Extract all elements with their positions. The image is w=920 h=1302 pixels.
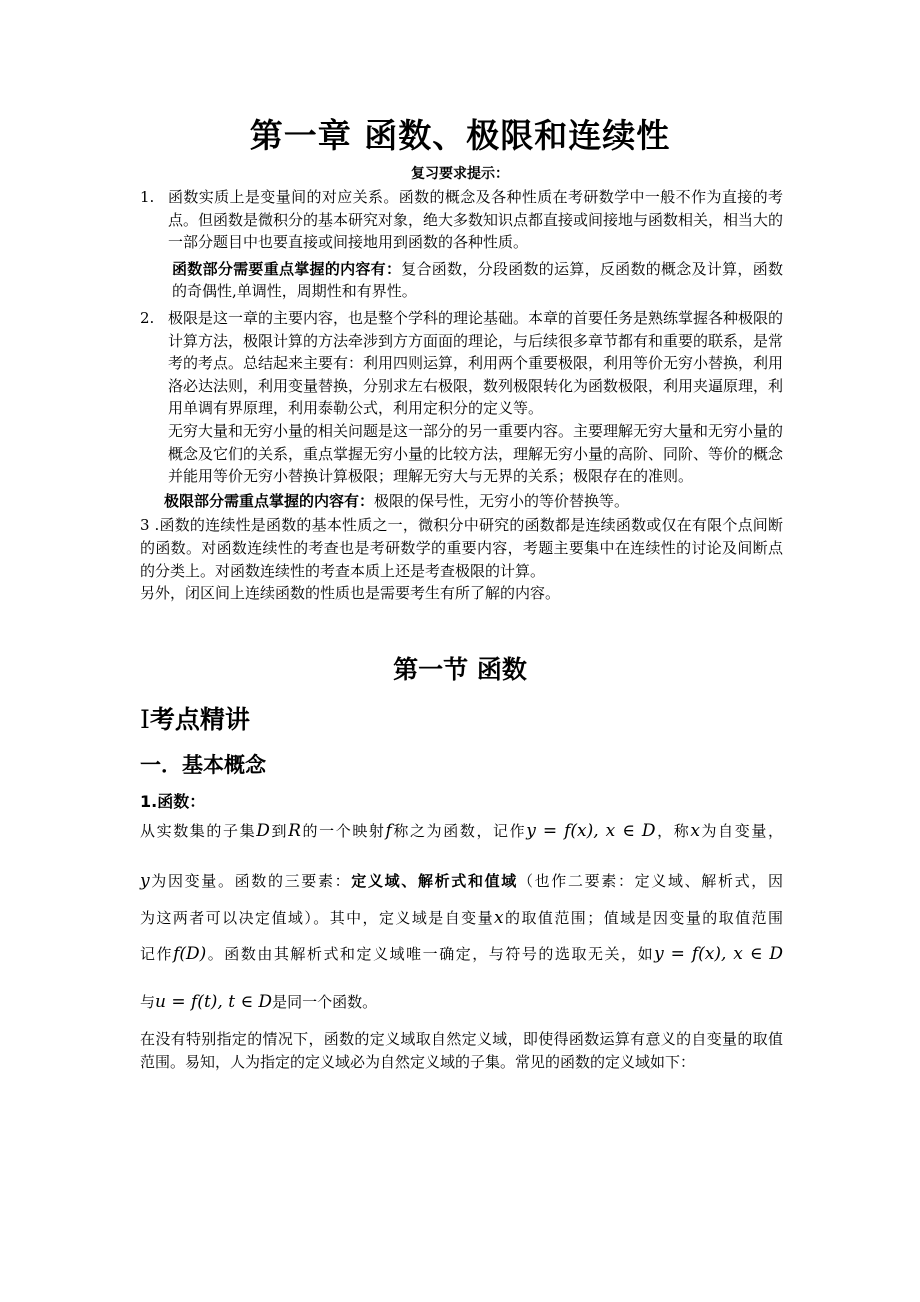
text: 的取值范围；值域是因变量的取值范围 (503, 909, 783, 927)
key-points-text: 极限的保号性，无穷小的等价替换等。 (374, 491, 630, 510)
item-1-text: 函数实质上是变量间的对应关系。函数的概念及各种性质在考研数学中一般不作为直接的考点。但函数是微积分的基本研究对象，绝大多数知识点都直接或间接地与函数相关，相当大的一部分题目中也要直接或间接地用到函数的各种性质。 (168, 188, 784, 252)
definition-line-1 (140, 820, 783, 841)
text: 的一个映射 (300, 822, 386, 840)
text: 从实数集的子集 (140, 822, 257, 840)
definition-line-2 (140, 870, 783, 891)
text: 到 (269, 822, 289, 840)
key-points-label: 极限部分需重点掌握的内容有： (164, 491, 375, 510)
three-elements: 定义域、解析式和值域 (351, 872, 518, 890)
text: 为因变量。函数的三要素： (149, 872, 352, 890)
key-points-text: 复合函数，分段函数的运算，反函数的概念及计算，函数的奇偶性,单调性，周期性和有界性。 (172, 259, 783, 301)
math-R: R (288, 821, 301, 841)
definition-line-5 (140, 991, 783, 1012)
item-1-key-points (172, 258, 783, 303)
definition-line-3 (140, 907, 783, 928)
item-3-text-2: 另外，闭区间上连续函数的性质也是需要考生有所了解的内容。 (140, 584, 561, 603)
heading-function: 1.函数： (140, 792, 206, 811)
item-2-text: 极限是这一章的主要内容，也是整个学科的理论基础。本章的首要任务是熟练掌握各种极限的计算方法，极限计算的方法牵涉到方方面面的理论，与后续很多章节都有和重要的联系，是常考的考点。总结起来主要有：利用四则运算，利用两个重要极限，利用等价无穷小替换，利用洛必达法则，利用变量替换，分别求左右极限，数列极限转化为函数极限，利用夹逼原理，利用单调有界原理，利用泰勒公式，利用定积分的定义等。 (168, 308, 784, 418)
text: 与 (140, 993, 156, 1011)
item-3-text: 3 .函数的连续性是函数的基本性质之一，微积分中研究的函数都是连续函数或仅在有限个点间断的函数。对函数连续性的考查也是考研数学的重要内容，考题主要集中在连续性的讨论及间断点的分类上。对函数连续性的考查本质上还是考查极限的计算。 (140, 516, 783, 580)
formula-u-ft: u = f(t), t ∈ D (155, 992, 273, 1012)
section-title: 第一节 函数 (393, 655, 527, 684)
definition-line-4 (140, 943, 783, 964)
list-item-2 (0, 307, 920, 488)
formula-y-fx: y = f(x), x ∈ D (526, 821, 656, 841)
item-2-text-2: 无穷大量和无穷小量的相关问题是这一部分的另一重要内容。主要理解无穷大量和无穷小量的概念及它们的关系，重点掌握无穷小量的比较方法，理解无穷小量的高阶、同阶、等价的概念并能用等价无穷小替换计算极限；理解无穷大与无界的关系；极限存在的准则。 (168, 421, 784, 486)
math-y: y (140, 871, 150, 891)
heading-key-points (140, 700, 250, 736)
review-subtitle: 复习要求提示： (411, 166, 509, 182)
math-D: D (256, 821, 270, 841)
text: 。函数由其解析式和定义域唯一确定，与符号的选取无关，如 (206, 945, 655, 963)
heading-basic-concepts: 一．基本概念 (140, 753, 266, 777)
text: （也作二要素：定义域、解析式，因 (517, 872, 783, 890)
math-x: x (494, 908, 504, 928)
text: 为自变量， (699, 822, 783, 840)
list-number: 2. (140, 308, 155, 327)
heading-text: 考点精讲 (149, 705, 250, 734)
text: 为这两者可以决定值域）。其中，定义域是自变量 (140, 909, 495, 927)
key-points-label: 函数部分需要重点掌握的内容有： (172, 259, 402, 278)
math-f: f (385, 821, 392, 841)
text: 记作 (140, 945, 174, 963)
math-x: x (690, 821, 700, 841)
chapter-title: 第一章 函数、极限和连续性 (249, 116, 671, 155)
list-number: 1. (140, 188, 155, 206)
text: 是同一个函数。 (272, 993, 378, 1011)
text: ，称 (655, 822, 691, 840)
roman-numeral: Ⅰ (140, 705, 150, 734)
requirements-list (0, 186, 920, 605)
formula-y-fx-2: y = f(x), x ∈ D (654, 944, 783, 964)
text: 称之为函数，记作 (391, 822, 527, 840)
natural-domain-paragraph: 在没有特别指定的情况下，函数的定义域取自然定义域，即使得函数运算有意义的自变量的取值范围。易知，人为指定的定义域必为自然定义域的子集。常见的函数的定义域如下： (140, 1030, 783, 1071)
formula-fD: f(D) (173, 944, 207, 964)
list-item-1 (0, 186, 920, 254)
item-2-key-points (164, 490, 783, 513)
